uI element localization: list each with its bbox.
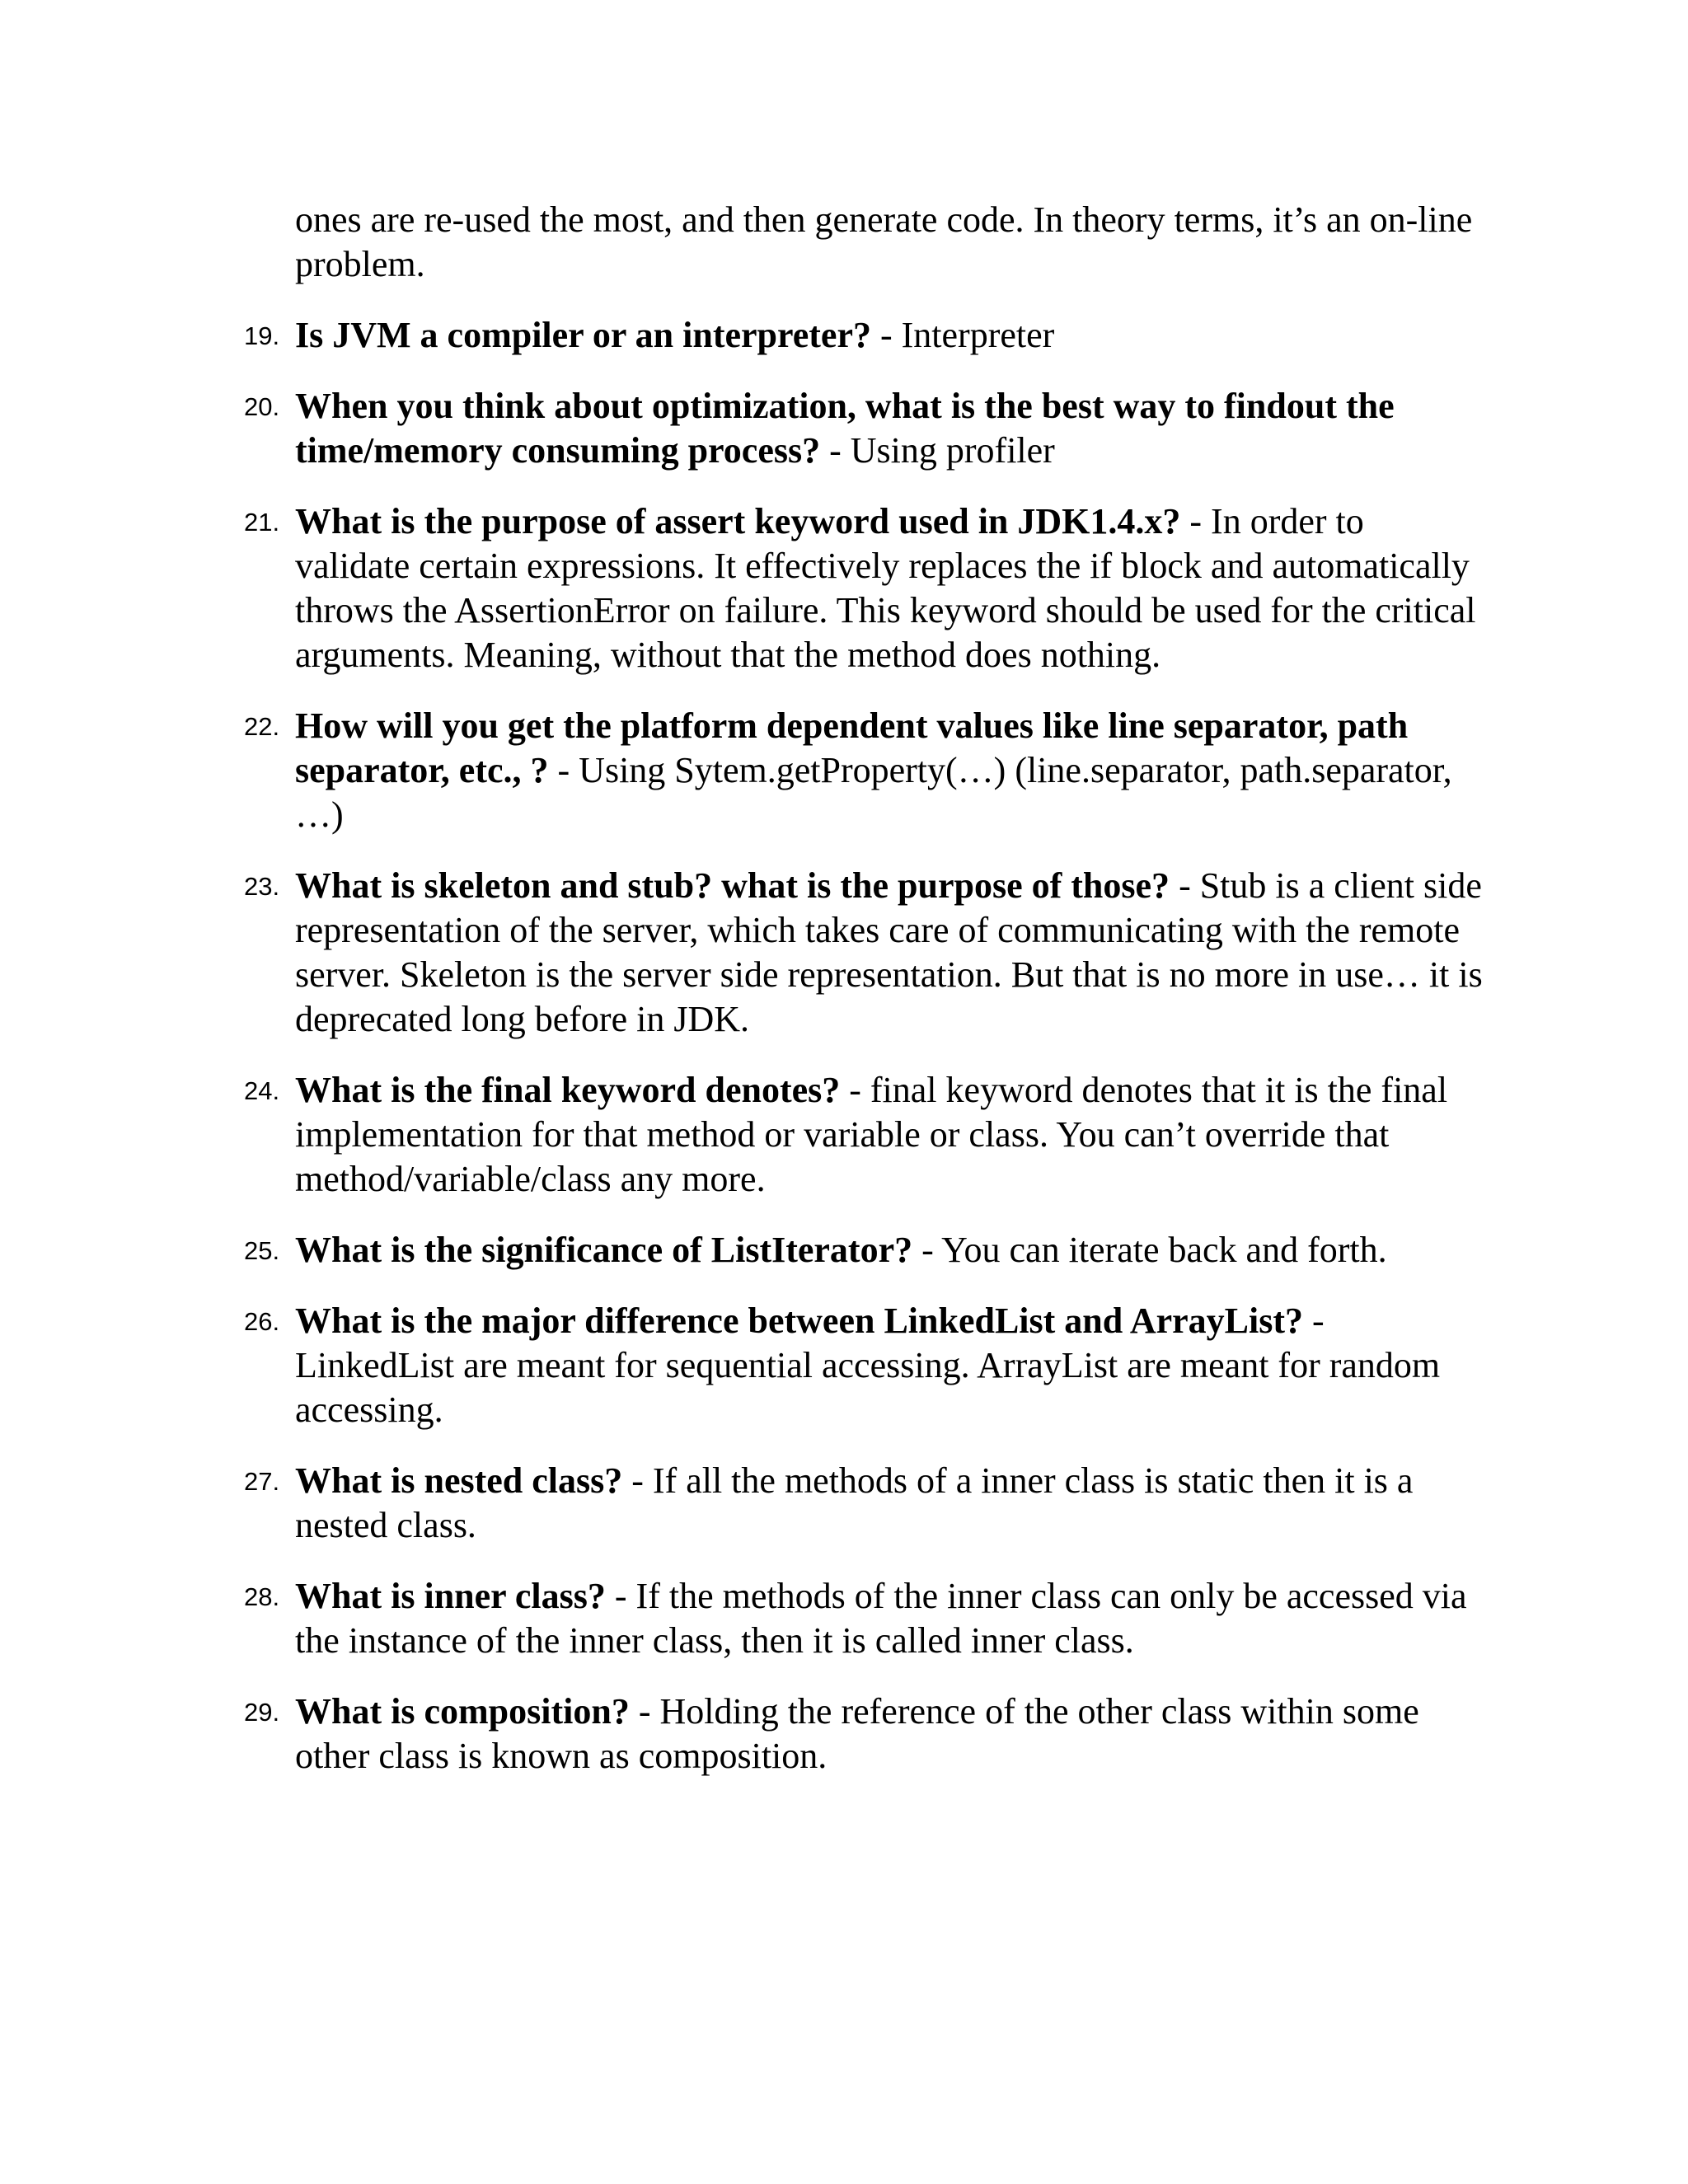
question-text: What is skeleton and stub? what is the purpose of those? (295, 865, 1170, 906)
qa-item-20 (198, 384, 1484, 473)
document-body (198, 198, 1484, 1805)
item-number: 28. (244, 1582, 280, 1611)
item-number: 26. (244, 1307, 280, 1336)
item-number: 27. (244, 1467, 280, 1496)
item-number: 29. (244, 1698, 280, 1727)
item-number: 19. (244, 321, 280, 350)
answer-text: - You can iterate back and forth. (912, 1230, 1387, 1270)
answer-text: - LinkedList are meant for sequential accessing. ArrayList are meant for random accessing. (295, 1301, 1441, 1430)
answer-text: - In order to validate certain expressions. It effectively replaces the if block and automatically throws the AssertionError on failure. This keyword should be used for the critical arguments. Meaning, without that the method does nothing. (295, 501, 1476, 675)
question-text: What is the purpose of assert keyword used in JDK1.4.x? (295, 501, 1181, 541)
intro-paragraph: ones are re-used the most, and then generate code. In theory terms, it’s an on-line problem. (295, 199, 1473, 284)
answer-text: - Interpreter (870, 315, 1055, 355)
qa-item-23 (198, 864, 1484, 1042)
qa-item-29 (198, 1690, 1484, 1779)
answer-text: - Stub is a client side representation of the server, which takes care of communicating with the remote server. Skeleton is the server side representation. But that is no more in use… it is deprecated long before in JDK. (295, 865, 1483, 1039)
item-number: 23. (244, 872, 280, 901)
question-text: What is composition? (295, 1691, 630, 1732)
answer-text: - Holding the reference of the other class within some other class is known as composition. (295, 1691, 1419, 1776)
answer-text: - If all the methods of a inner class is static then it is a nested class. (295, 1460, 1414, 1545)
item-number: 24. (244, 1076, 280, 1105)
item-number: 21. (244, 508, 280, 537)
question-text: What is the significance of ListIterator? (295, 1230, 913, 1270)
question-text: What is inner class? (295, 1576, 606, 1616)
question-text: When you think about optimization, what is the best way to findout the time/memory consuming process? (295, 386, 1395, 471)
answer-text: - If the methods of the inner class can only be accessed via the instance of the inner class, then it is called inner class. (295, 1576, 1467, 1661)
question-text: What is the final keyword denotes? (295, 1070, 841, 1110)
qa-item-26 (198, 1299, 1484, 1432)
item-number: 25. (244, 1236, 280, 1265)
qa-item-21 (198, 499, 1484, 677)
qa-item-19 (198, 313, 1484, 358)
item-number: 22. (244, 712, 280, 741)
qa-item-28 (198, 1574, 1484, 1663)
question-text: What is nested class? (295, 1460, 623, 1501)
qa-item-25 (198, 1228, 1484, 1272)
qa-item-22 (198, 704, 1484, 837)
item-number: 20. (244, 392, 280, 421)
question-text: How will you get the platform dependent values like line separator, path separator, etc., ? (295, 705, 1409, 790)
question-text: What is the major difference between LinkedList and ArrayList? (295, 1301, 1303, 1341)
question-text: Is JVM a compiler or an interpreter? (295, 315, 871, 355)
answer-text: - Using profiler (820, 430, 1055, 471)
answer-text: - Using Sytem.getProperty(…) (line.separator, path.separator, …) (295, 750, 1452, 835)
answer-text: - final keyword denotes that it is the final implementation for that method or variable or class. You can’t override that method/variable/class any more. (295, 1070, 1448, 1199)
qa-item-27 (198, 1459, 1484, 1548)
qa-item-24 (198, 1068, 1484, 1202)
